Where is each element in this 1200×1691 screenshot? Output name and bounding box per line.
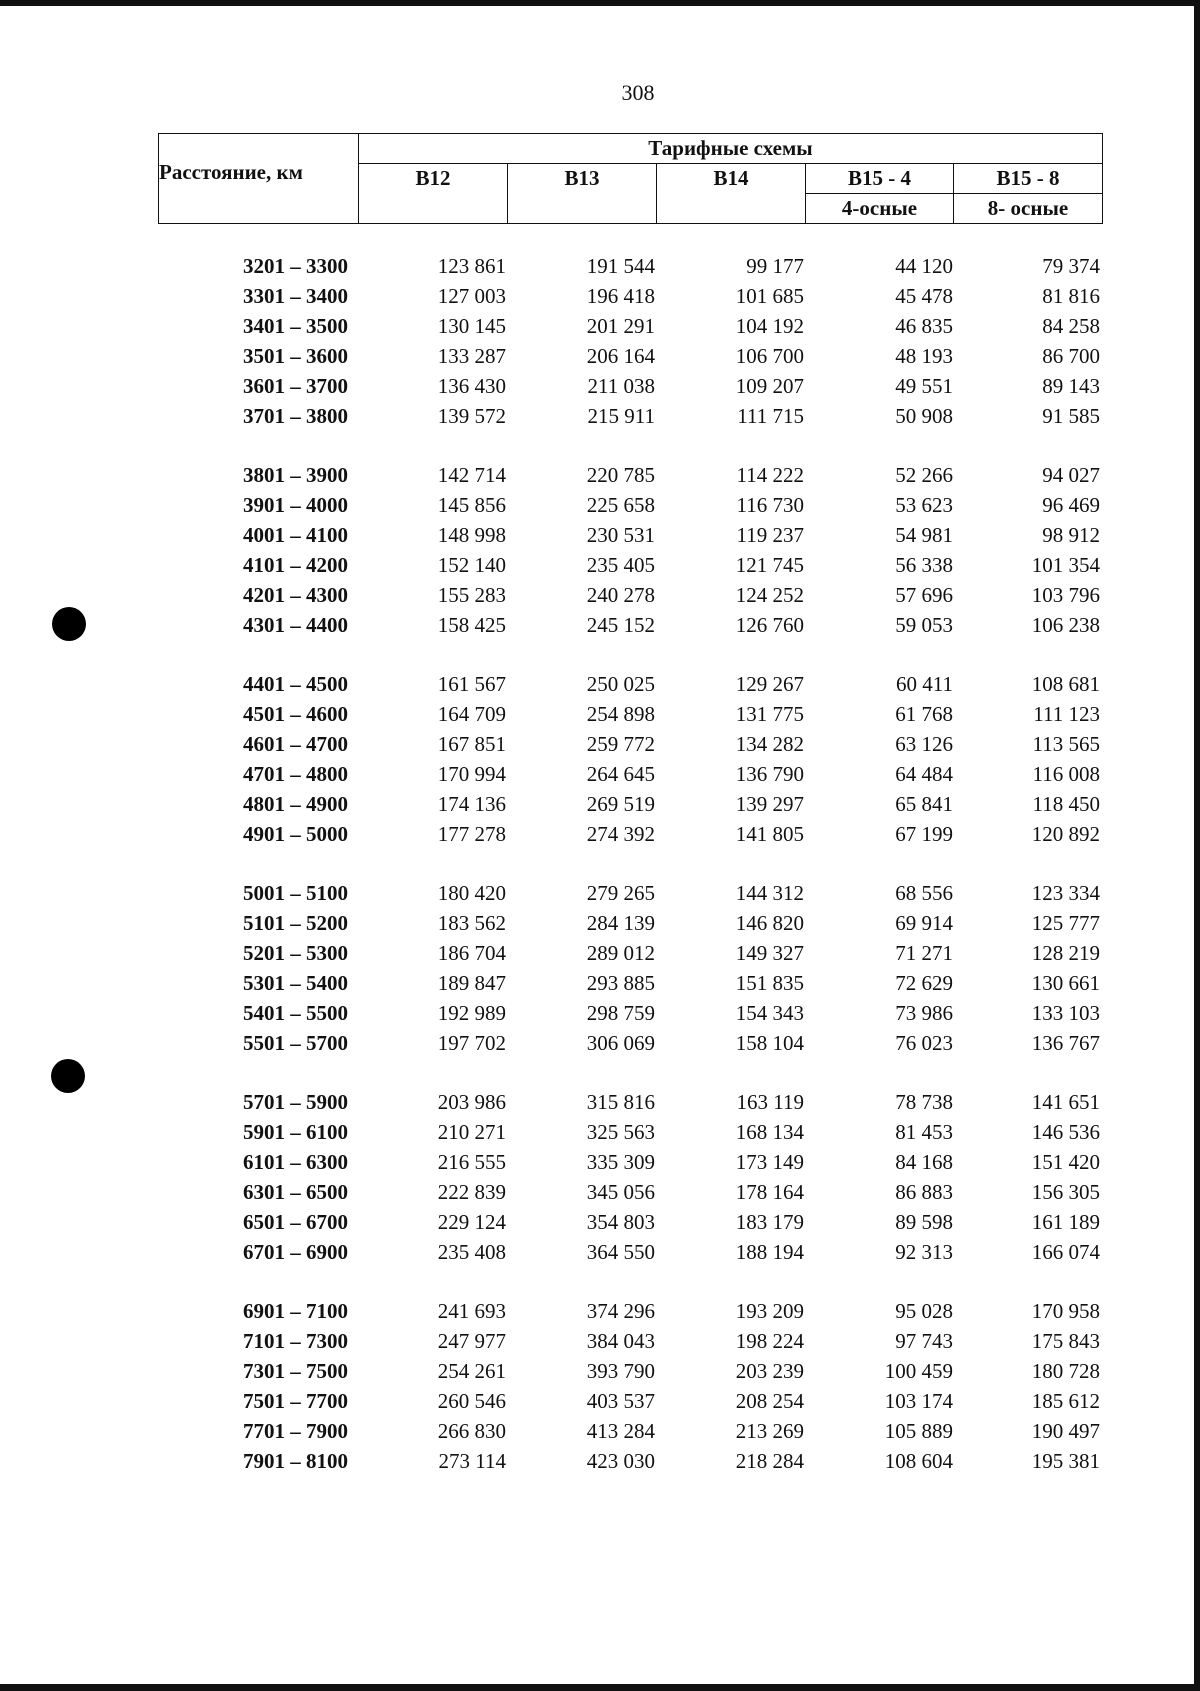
scan-border-right: [1194, 0, 1200, 1691]
cell-distance-range: 5201 – 5300: [243, 941, 348, 965]
cell-b13: 284 139: [586, 911, 655, 935]
row-group: [158, 461, 1103, 641]
cell-distance-range: 5401 – 5500: [243, 1001, 348, 1025]
cell-b14: 149 327: [735, 941, 804, 965]
cell-distance-range: 7901 – 8100: [243, 1449, 348, 1473]
table-row: [158, 372, 1103, 402]
cell-b15-4: 100 459: [884, 1359, 953, 1383]
cell-b12: 142 714: [437, 463, 506, 487]
cell-b14: 154 343: [735, 1001, 804, 1025]
table-row: [158, 461, 1103, 491]
cell-b15-8: 185 612: [1031, 1389, 1100, 1413]
header-b15-8-subtitle: 8- осные: [953, 193, 1103, 224]
cell-b14: 114 222: [736, 463, 804, 487]
cell-b12: 136 430: [437, 374, 506, 398]
cell-distance-range: 6101 – 6300: [243, 1150, 348, 1174]
cell-b15-8: 116 008: [1032, 762, 1100, 786]
table-body: [158, 252, 1103, 1506]
table-row: [158, 909, 1103, 939]
table-row: [158, 1297, 1103, 1327]
cell-b15-4: 97 743: [895, 1329, 953, 1353]
cell-b15-8: 106 238: [1031, 613, 1100, 637]
cell-b14: 144 312: [735, 881, 804, 905]
table-row: [158, 730, 1103, 760]
cell-distance-range: 3501 – 3600: [243, 344, 348, 368]
cell-b15-4: 67 199: [895, 822, 953, 846]
table-row: [158, 252, 1103, 282]
cell-b15-8: 118 450: [1032, 792, 1100, 816]
cell-b15-4: 52 266: [895, 463, 953, 487]
cell-b15-8: 130 661: [1031, 971, 1100, 995]
cell-b14: 134 282: [735, 732, 804, 756]
cell-b13: 254 898: [586, 702, 655, 726]
cell-b12: 164 709: [437, 702, 506, 726]
cell-b14: 213 269: [735, 1419, 804, 1443]
cell-b15-4: 72 629: [895, 971, 953, 995]
cell-b12: 266 830: [437, 1419, 506, 1443]
table-header: [158, 133, 1103, 224]
cell-b15-4: 48 193: [895, 344, 953, 368]
cell-b14: 168 134: [735, 1120, 804, 1144]
cell-b12: 152 140: [437, 553, 506, 577]
cell-b12: 158 425: [437, 613, 506, 637]
cell-distance-range: 4901 – 5000: [243, 822, 348, 846]
cell-distance-range: 3201 – 3300: [243, 254, 348, 278]
cell-b12: 260 546: [437, 1389, 506, 1413]
cell-b15-8: 84 258: [1042, 314, 1100, 338]
cell-b15-4: 59 053: [895, 613, 953, 637]
table-row: [158, 670, 1103, 700]
cell-b13: 220 785: [586, 463, 655, 487]
table-row: [158, 521, 1103, 551]
cell-distance-range: 4301 – 4400: [243, 613, 348, 637]
cell-b15-8: 190 497: [1031, 1419, 1100, 1443]
cell-b15-8: 79 374: [1042, 254, 1100, 278]
cell-b14: 111 715: [737, 404, 804, 428]
cell-b13: 293 885: [586, 971, 655, 995]
header-b15-8: В15 - 8: [953, 163, 1103, 194]
cell-b14: 158 104: [735, 1031, 804, 1055]
cell-b13: 264 645: [586, 762, 655, 786]
cell-b15-4: 63 126: [895, 732, 953, 756]
cell-distance-range: 5501 – 5700: [243, 1031, 348, 1055]
cell-b13: 315 816: [586, 1090, 655, 1114]
cell-distance-range: 7501 – 7700: [243, 1389, 348, 1413]
cell-distance-range: 4701 – 4800: [243, 762, 348, 786]
cell-b13: 191 544: [586, 254, 655, 278]
cell-b15-8: 123 334: [1031, 881, 1100, 905]
table-row: [158, 1088, 1103, 1118]
cell-b12: 186 704: [437, 941, 506, 965]
cell-distance-range: 4601 – 4700: [243, 732, 348, 756]
cell-b14: 203 239: [735, 1359, 804, 1383]
cell-b13: 235 405: [586, 553, 655, 577]
cell-b14: 116 730: [736, 493, 804, 517]
cell-b15-8: 113 565: [1032, 732, 1100, 756]
cell-b12: 130 145: [437, 314, 506, 338]
cell-b13: 384 043: [586, 1329, 655, 1353]
cell-b15-4: 65 841: [895, 792, 953, 816]
table-row: [158, 342, 1103, 372]
cell-b15-8: 120 892: [1031, 822, 1100, 846]
cell-b12: 247 977: [437, 1329, 506, 1353]
cell-b15-8: 101 354: [1031, 553, 1100, 577]
cell-b14: 193 209: [735, 1299, 804, 1323]
cell-b12: 197 702: [437, 1031, 506, 1055]
cell-b13: 240 278: [586, 583, 655, 607]
cell-distance-range: 6701 – 6900: [243, 1240, 348, 1264]
cell-b15-4: 71 271: [895, 941, 953, 965]
cell-b14: 139 297: [735, 792, 804, 816]
cell-b13: 279 265: [586, 881, 655, 905]
cell-b14: 151 835: [735, 971, 804, 995]
cell-b12: 273 114: [438, 1449, 506, 1473]
cell-b13: 289 012: [586, 941, 655, 965]
header-b14: В14: [656, 163, 806, 224]
cell-b12: 174 136: [437, 792, 506, 816]
cell-b15-4: 84 168: [895, 1150, 953, 1174]
cell-b13: 345 056: [586, 1180, 655, 1204]
table-row: [158, 1118, 1103, 1148]
cell-b14: 119 237: [736, 523, 804, 547]
cell-b15-4: 81 453: [895, 1120, 953, 1144]
cell-b15-8: 94 027: [1042, 463, 1100, 487]
cell-b13: 201 291: [586, 314, 655, 338]
cell-b12: 192 989: [437, 1001, 506, 1025]
cell-b15-4: 95 028: [895, 1299, 953, 1323]
table-row: [158, 700, 1103, 730]
cell-b15-4: 44 120: [895, 254, 953, 278]
row-group: [158, 670, 1103, 850]
cell-b15-8: 86 700: [1042, 344, 1100, 368]
cell-b14: 121 745: [735, 553, 804, 577]
cell-b12: 177 278: [437, 822, 506, 846]
cell-b14: 126 760: [735, 613, 804, 637]
cell-b13: 250 025: [586, 672, 655, 696]
cell-distance-range: 5701 – 5900: [243, 1090, 348, 1114]
cell-distance-range: 4501 – 4600: [243, 702, 348, 726]
cell-b12: 123 861: [437, 254, 506, 278]
table-row: [158, 1178, 1103, 1208]
table-row: [158, 312, 1103, 342]
page-number: 308: [621, 80, 655, 105]
cell-b14: 163 119: [736, 1090, 804, 1114]
cell-b14: 183 179: [735, 1210, 804, 1234]
table-row: [158, 491, 1103, 521]
cell-b15-4: 86 883: [895, 1180, 953, 1204]
header-b15-4-subtitle: 4-осные: [805, 193, 954, 224]
cell-distance-range: 4201 – 4300: [243, 583, 348, 607]
table-row: [158, 1238, 1103, 1268]
cell-b13: 306 069: [586, 1031, 655, 1055]
cell-b13: 374 296: [586, 1299, 655, 1323]
cell-distance-range: 3901 – 4000: [243, 493, 348, 517]
cell-b14: 136 790: [735, 762, 804, 786]
cell-b12: 148 998: [437, 523, 506, 547]
row-group: [158, 1088, 1103, 1268]
cell-b13: 206 164: [586, 344, 655, 368]
cell-b15-4: 68 556: [895, 881, 953, 905]
cell-distance-range: 3701 – 3800: [243, 404, 348, 428]
cell-b13: 211 038: [587, 374, 655, 398]
cell-b14: 141 805: [735, 822, 804, 846]
cell-b15-4: 60 411: [896, 672, 953, 696]
cell-distance-range: 4001 – 4100: [243, 523, 348, 547]
cell-b15-4: 69 914: [895, 911, 953, 935]
cell-b13: 335 309: [586, 1150, 655, 1174]
cell-b12: 139 572: [437, 404, 506, 428]
cell-b15-4: 108 604: [884, 1449, 953, 1473]
cell-b15-8: 89 143: [1042, 374, 1100, 398]
cell-b15-8: 180 728: [1031, 1359, 1100, 1383]
table-row: [158, 969, 1103, 999]
cell-b13: 230 531: [586, 523, 655, 547]
cell-b13: 269 519: [586, 792, 655, 816]
cell-distance-range: 3401 – 3500: [243, 314, 348, 338]
cell-b15-8: 156 305: [1031, 1180, 1100, 1204]
cell-b15-8: 141 651: [1031, 1090, 1100, 1114]
cell-distance-range: 5001 – 5100: [243, 881, 348, 905]
cell-b15-4: 64 484: [895, 762, 953, 786]
cell-b12: 183 562: [437, 911, 506, 935]
cell-b12: 145 856: [437, 493, 506, 517]
cell-distance-range: 4401 – 4500: [243, 672, 348, 696]
cell-b14: 173 149: [735, 1150, 804, 1174]
cell-b15-8: 111 123: [1033, 702, 1100, 726]
cell-b13: 423 030: [586, 1449, 655, 1473]
cell-distance-range: 6901 – 7100: [243, 1299, 348, 1323]
cell-b14: 109 207: [735, 374, 804, 398]
table-row: [158, 1148, 1103, 1178]
cell-b15-4: 73 986: [895, 1001, 953, 1025]
cell-distance-range: 3601 – 3700: [243, 374, 348, 398]
cell-b15-4: 53 623: [895, 493, 953, 517]
header-b15-4: В15 - 4: [805, 163, 954, 194]
cell-b12: 210 271: [437, 1120, 506, 1144]
cell-b15-8: 103 796: [1031, 583, 1100, 607]
cell-b15-8: 136 767: [1031, 1031, 1100, 1055]
cell-b15-4: 46 835: [895, 314, 953, 338]
table-row: [158, 999, 1103, 1029]
cell-b15-8: 91 585: [1042, 404, 1100, 428]
row-group: [158, 1297, 1103, 1477]
cell-b14: 198 224: [735, 1329, 804, 1353]
cell-b15-8: 81 816: [1042, 284, 1100, 308]
row-group: [158, 879, 1103, 1059]
cell-b15-4: 50 908: [895, 404, 953, 428]
table-row: [158, 760, 1103, 790]
cell-distance-range: 5101 – 5200: [243, 911, 348, 935]
cell-b14: 208 254: [735, 1389, 804, 1413]
header-distance: Расстояние, км: [158, 133, 359, 224]
cell-b12: 161 567: [437, 672, 506, 696]
cell-b14: 146 820: [735, 911, 804, 935]
cell-b15-4: 54 981: [895, 523, 953, 547]
cell-b13: 413 284: [586, 1419, 655, 1443]
cell-b12: 180 420: [437, 881, 506, 905]
table-row: [158, 581, 1103, 611]
cell-b13: 298 759: [586, 1001, 655, 1025]
cell-b15-4: 92 313: [895, 1240, 953, 1264]
cell-b15-8: 128 219: [1031, 941, 1100, 965]
table-row: [158, 939, 1103, 969]
cell-b12: 170 994: [437, 762, 506, 786]
table-row: [158, 1387, 1103, 1417]
cell-b14: 218 284: [735, 1449, 804, 1473]
cell-distance-range: 3801 – 3900: [243, 463, 348, 487]
cell-b15-4: 76 023: [895, 1031, 953, 1055]
cell-distance-range: 3301 – 3400: [243, 284, 348, 308]
table-row: [158, 1447, 1103, 1477]
cell-b15-4: 56 338: [895, 553, 953, 577]
cell-b13: 364 550: [586, 1240, 655, 1264]
cell-b15-8: 98 912: [1042, 523, 1100, 547]
punch-hole-mark: [52, 607, 86, 641]
cell-b15-8: 133 103: [1031, 1001, 1100, 1025]
table-row: [158, 551, 1103, 581]
header-b13: В13: [507, 163, 657, 224]
table-row: [158, 402, 1103, 432]
cell-b12: 235 408: [437, 1240, 506, 1264]
header-b12: В12: [358, 163, 508, 224]
cell-b14: 188 194: [735, 1240, 804, 1264]
cell-b13: 274 392: [586, 822, 655, 846]
cell-b13: 196 418: [586, 284, 655, 308]
cell-b12: 229 124: [437, 1210, 506, 1234]
cell-b13: 393 790: [586, 1359, 655, 1383]
table-row: [158, 1208, 1103, 1238]
cell-b15-8: 161 189: [1031, 1210, 1100, 1234]
table-row: [158, 820, 1103, 850]
table-row: [158, 1417, 1103, 1447]
table-row: [158, 1357, 1103, 1387]
cell-distance-range: 7701 – 7900: [243, 1419, 348, 1443]
cell-b15-8: 195 381: [1031, 1449, 1100, 1473]
cell-b14: 104 192: [735, 314, 804, 338]
cell-b15-8: 175 843: [1031, 1329, 1100, 1353]
cell-b13: 325 563: [586, 1120, 655, 1144]
cell-distance-range: 7101 – 7300: [243, 1329, 348, 1353]
scan-border-bottom: [0, 1684, 1200, 1691]
cell-b12: 222 839: [437, 1180, 506, 1204]
row-group: [158, 252, 1103, 432]
table-row: [158, 1029, 1103, 1059]
cell-distance-range: 4101 – 4200: [243, 553, 348, 577]
cell-b14: 131 775: [735, 702, 804, 726]
cell-b13: 225 658: [586, 493, 655, 517]
cell-b15-8: 146 536: [1031, 1120, 1100, 1144]
cell-b12: 189 847: [437, 971, 506, 995]
table-row: [158, 879, 1103, 909]
cell-b15-8: 125 777: [1031, 911, 1100, 935]
cell-b15-4: 78 738: [895, 1090, 953, 1114]
cell-b15-4: 61 768: [895, 702, 953, 726]
cell-b12: 254 261: [437, 1359, 506, 1383]
cell-b15-8: 151 420: [1031, 1150, 1100, 1174]
cell-b15-4: 105 889: [884, 1419, 953, 1443]
table-row: [158, 282, 1103, 312]
cell-b13: 259 772: [586, 732, 655, 756]
table-row: [158, 611, 1103, 641]
cell-b14: 101 685: [735, 284, 804, 308]
cell-b12: 167 851: [437, 732, 506, 756]
cell-b12: 133 287: [437, 344, 506, 368]
cell-distance-range: 5901 – 6100: [243, 1120, 348, 1144]
cell-b14: 129 267: [735, 672, 804, 696]
cell-b14: 99 177: [746, 254, 804, 278]
scan-border-top: [0, 0, 1200, 6]
cell-b12: 155 283: [437, 583, 506, 607]
cell-b15-4: 49 551: [895, 374, 953, 398]
cell-b14: 178 164: [735, 1180, 804, 1204]
cell-b13: 403 537: [586, 1389, 655, 1413]
cell-distance-range: 4801 – 4900: [243, 792, 348, 816]
cell-b12: 216 555: [437, 1150, 506, 1174]
cell-b15-8: 108 681: [1031, 672, 1100, 696]
cell-b13: 354 803: [586, 1210, 655, 1234]
header-tariff-schemes: Тарифные схемы: [358, 133, 1103, 164]
cell-b15-8: 96 469: [1042, 493, 1100, 517]
cell-b15-4: 89 598: [895, 1210, 953, 1234]
cell-b13: 215 911: [587, 404, 655, 428]
cell-b15-4: 103 174: [884, 1389, 953, 1413]
punch-hole-mark: [51, 1059, 85, 1093]
cell-b15-4: 45 478: [895, 284, 953, 308]
cell-distance-range: 7301 – 7500: [243, 1359, 348, 1383]
cell-b12: 127 003: [437, 284, 506, 308]
table-row: [158, 1327, 1103, 1357]
cell-distance-range: 6301 – 6500: [243, 1180, 348, 1204]
cell-distance-range: 5301 – 5400: [243, 971, 348, 995]
cell-distance-range: 6501 – 6700: [243, 1210, 348, 1234]
table-row: [158, 790, 1103, 820]
cell-b12: 241 693: [437, 1299, 506, 1323]
cell-b14: 124 252: [735, 583, 804, 607]
cell-b15-8: 170 958: [1031, 1299, 1100, 1323]
cell-b12: 203 986: [437, 1090, 506, 1114]
cell-b15-8: 166 074: [1031, 1240, 1100, 1264]
cell-b15-4: 57 696: [895, 583, 953, 607]
cell-b14: 106 700: [735, 344, 804, 368]
cell-b13: 245 152: [586, 613, 655, 637]
